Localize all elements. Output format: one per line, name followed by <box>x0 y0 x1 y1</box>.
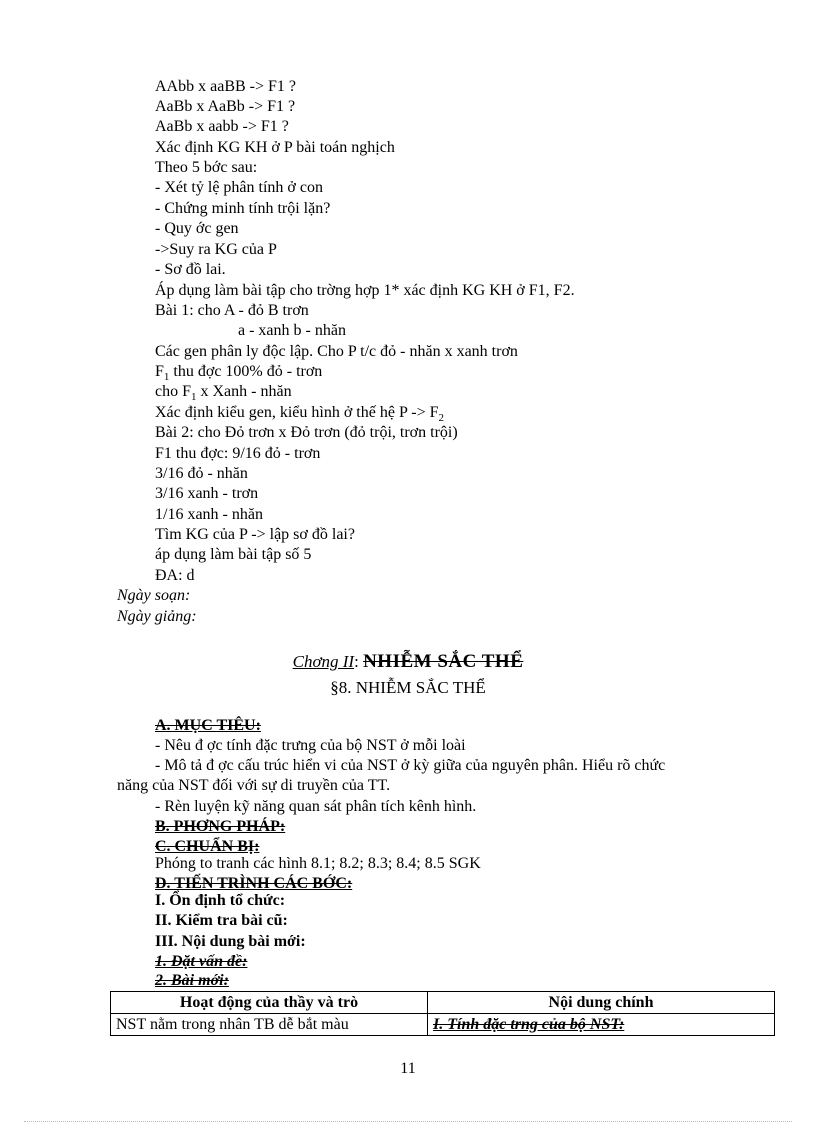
lesson-title: . NHIỄM SẮC THỂ <box>347 678 486 697</box>
objective-item: - Rèn luyện kỹ năng quan sát phân tích kênh hình. <box>155 798 477 815</box>
table-header-row <box>111 992 775 1014</box>
text-line: Theo 5 bớc sau: <box>155 159 258 176</box>
chapter-heading <box>0 651 816 673</box>
teach-date-label: Ngày giảng: <box>117 608 197 625</box>
table-cell: NST nằm trong nhân TB dễ bắt màu <box>111 1014 428 1036</box>
chapter-label: Chơng II <box>292 652 355 671</box>
text-line: Bài 2: cho Đỏ trơn x Đỏ trơn (đỏ trội, trơn trội) <box>155 424 458 441</box>
objectives-heading: A. MỤC TIÊU: <box>155 717 261 734</box>
preparation-text: Phóng to tranh các hình 8.1; 8.2; 8.3; 8.4; 8.5 SGK <box>155 855 481 872</box>
table-cell: I. Tính đặc trng của bộ NST: <box>428 1014 775 1036</box>
procedure-step: I. Ổn định tổ chức: <box>155 892 286 909</box>
table-header: Hoạt động của thầy và trò <box>111 992 428 1014</box>
procedure-substep: 2. Bài mới: <box>155 972 229 989</box>
procedure-step: II. Kiểm tra bài cũ: <box>155 912 288 929</box>
text-line: $F_1$ thu đợc 100% đỏ - trơn <box>155 363 323 383</box>
text-line: AaBb x aabb -> F1 ? <box>155 118 289 135</box>
text-line: 3/16 xanh - trơn <box>155 485 259 502</box>
text-line: ->Suy ra KG của P <box>155 241 277 258</box>
text-line: 1/16 xanh - nhăn <box>155 506 263 523</box>
table-row <box>111 1014 775 1036</box>
preparation-heading: C. CHUẨN BỊ: <box>155 838 260 855</box>
procedure-heading: D. TIẾN TRÌNH CÁC BỚC: <box>155 875 353 892</box>
text-line: a - xanh b - nhăn <box>238 322 346 339</box>
method-heading: B. PHƠNG PHÁP: <box>155 818 286 835</box>
chapter-separator: : <box>354 652 364 671</box>
procedure-step: III. Nội dung bài mới: <box>155 933 306 950</box>
text-line: Áp dụng làm bài tập cho trờng hợp 1* xác định KG KH ở F1, F2. <box>155 282 575 299</box>
page-footer-rule <box>24 1121 792 1122</box>
chapter-title: NHIỄM SẮC THỂ <box>363 651 524 672</box>
text-line: Bài 1: cho A - đỏ B trơn <box>155 302 309 319</box>
text-line: F1 thu đợc: 9/16 đỏ - trơn <box>155 445 321 462</box>
text-line: Các gen phân ly độc lập. Cho P t/c đỏ - nhăn x xanh trơn <box>155 343 518 360</box>
text-line: Xác định kiểu gen, kiểu hình ở thế hệ $P -> F_2$ <box>155 404 445 424</box>
text-line: Xác định KG KH ở P bài toán nghịch <box>155 139 395 156</box>
text-line: - Chứng minh tính trội lặn? <box>155 200 331 217</box>
text-line: - Sơ đồ lai. <box>155 261 226 278</box>
section-symbol: §8 <box>330 678 348 697</box>
text-line: ĐA: d <box>155 567 195 584</box>
lesson-heading <box>0 678 816 698</box>
text-line: AAbb x aaBB -> F1 ? <box>155 78 297 95</box>
lesson-plan-table <box>110 991 775 1036</box>
objective-item: - Nêu đ ợc tính đặc trưng của bộ NST ở mỗi loài <box>155 737 466 754</box>
procedure-substep: 1. Đặt vấn đề: <box>155 953 248 970</box>
objective-item-cont: năng của NST đối với sự di truyền của TT. <box>117 777 391 794</box>
text-line: áp dụng làm bài tập số 5 <box>155 546 312 563</box>
text-line: Tìm KG của P -> lập sơ đồ lai? <box>155 526 355 543</box>
prep-date-label: Ngày soạn: <box>117 587 191 604</box>
text-line: 3/16 đỏ - nhăn <box>155 465 248 482</box>
page-number: 11 <box>400 1060 416 1077</box>
text-line: cho $F_1$ x Xanh - nhăn <box>155 383 292 403</box>
text-line: AaBb x AaBb -> F1 ? <box>155 98 296 115</box>
table-header: Nội dung chính <box>428 992 775 1014</box>
objective-item: - Mô tả đ ợc cấu trúc hiển vi của NST ở kỳ giữa của nguyên phân. Hiểu rõ chức <box>155 757 666 774</box>
text-line: - Quy ớc gen <box>155 220 239 237</box>
text-line: - Xét tỷ lệ phân tính ở con <box>155 179 323 196</box>
